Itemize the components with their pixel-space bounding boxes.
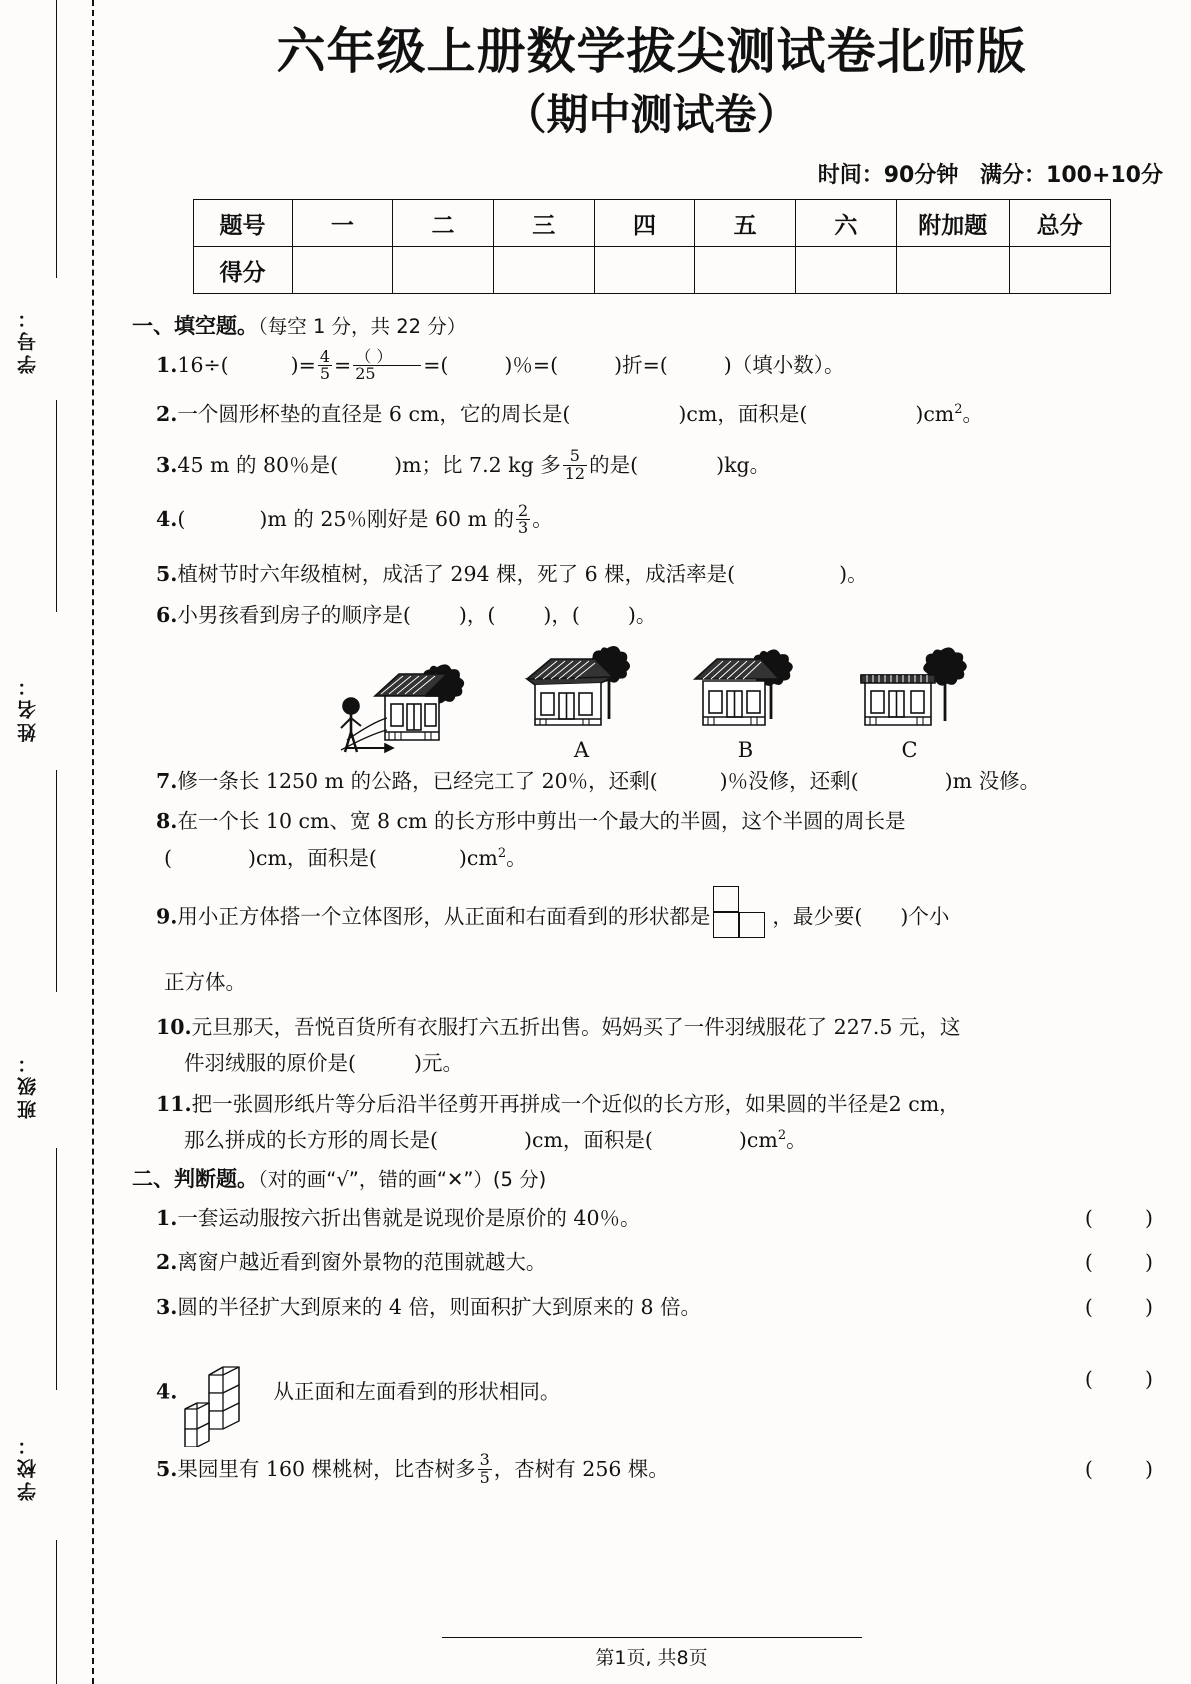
score-table-row-label: 题号 — [193, 200, 292, 247]
judge-2-answer-box[interactable]: ( ) — [1084, 1250, 1154, 1275]
question-8-part1: 在一个长 10 cm、宽 8 cm 的长方形中剪出一个最大的半圆，这个半圆的周长是 — [177, 809, 906, 834]
question-9-part4: 正方体。 — [164, 970, 246, 995]
question-10-part3: )元。 — [414, 1051, 463, 1076]
section-1-note: （每空 1 分，共 22 分） — [258, 315, 467, 339]
judge-5-part1: 果园里有 160 棵桃树，比杏树多 — [177, 1456, 476, 1481]
house-option-b[interactable] — [685, 639, 807, 761]
judge-question-5 — [132, 1451, 1167, 1488]
judge-3-text — [156, 1289, 1071, 1325]
superscript-2: 2 — [954, 402, 963, 418]
score-cell-1[interactable] — [292, 247, 393, 294]
judge-2-body: 离窗户越近看到窗外景物的范围就越大。 — [177, 1250, 547, 1275]
question-6-part1: 小男孩看到房子的顺序是( — [177, 602, 411, 627]
question-5-part2: )。 — [839, 562, 868, 587]
score-cell-5[interactable] — [695, 247, 796, 294]
score-table — [193, 199, 1111, 294]
judge-3-answer-box[interactable]: ( ) — [1084, 1294, 1154, 1319]
question-2-part3: )cm — [915, 402, 955, 427]
question-6-part4: )。 — [627, 602, 657, 627]
table-row-header — [193, 200, 1110, 247]
question-1-part4: )％=( — [504, 353, 559, 378]
table-row-scores — [193, 247, 1110, 294]
margin-rule-segment — [56, 1540, 57, 1684]
judge-question-1 — [132, 1200, 1167, 1236]
score-table-col-1: 一 — [292, 200, 393, 247]
question-11-part5: 。 — [786, 1128, 807, 1153]
question-8-part2: ( — [164, 845, 172, 870]
fraction-4-5 — [318, 346, 332, 384]
question-6 — [132, 597, 1167, 633]
judge-3-number: 3. — [156, 1294, 178, 1319]
fraction-2-3 — [516, 500, 530, 538]
judge-question-3 — [132, 1289, 1167, 1325]
score-cell-3[interactable] — [493, 247, 594, 294]
fraction-numerator-blank[interactable]: （ ） — [355, 346, 393, 366]
side-label-school: 学校： — [17, 1432, 39, 1502]
question-3-part3: 的是( — [589, 452, 639, 477]
margin-rule-segment — [56, 0, 57, 278]
question-1-part1: 16÷( — [177, 353, 229, 378]
house-viewpoint-illustration — [132, 639, 1167, 761]
judge-4-text — [156, 1361, 1071, 1424]
question-4-part1: ( — [177, 507, 186, 532]
question-1-part6: )（填小数）。 — [723, 353, 845, 378]
fraction-blank-25 — [353, 346, 421, 384]
question-5 — [132, 556, 1167, 592]
question-7-part3: )m 没修。 — [944, 768, 1041, 793]
question-10-part1: 元旦那天，吾悦百货所有衣服打六五折出售。妈妈买了一件羽绒服花了 227.5 元，这 — [191, 1014, 961, 1039]
section-1-title: 一、填空题。 — [132, 314, 258, 339]
score-cell-2[interactable] — [393, 247, 494, 294]
section-1-heading — [132, 316, 1167, 337]
question-3-part1: 45 m 的 80％是( — [177, 452, 339, 477]
house-option-a[interactable] — [521, 639, 643, 761]
question-6-part3: )，( — [543, 602, 580, 627]
fraction-3-5 — [478, 1449, 492, 1487]
question-6-part2: )，( — [458, 602, 496, 627]
judge-5-number: 5. — [156, 1456, 178, 1481]
question-3-number: 3. — [156, 452, 178, 477]
fraction-denominator: 5 — [319, 364, 331, 384]
score-table-col-total: 总分 — [1009, 200, 1110, 247]
section-2-title: 二、判断题。 — [132, 1166, 258, 1191]
section-2-note: （对的画“√”，错的画“✕”）(5 分) — [258, 1167, 547, 1191]
question-8-line2 — [156, 840, 1167, 876]
question-4-part3: 。 — [532, 507, 553, 532]
question-7-part2: )％没修，还剩( — [719, 768, 859, 793]
score-cell-4[interactable] — [594, 247, 695, 294]
fraction-denominator: 5 — [479, 1467, 490, 1487]
score-table-col-5: 五 — [695, 200, 796, 247]
section-2-heading — [132, 1166, 1167, 1191]
score-cell-total[interactable] — [1009, 247, 1110, 294]
score-cell-6[interactable] — [796, 247, 897, 294]
score-table-col-3: 三 — [493, 200, 594, 247]
question-8-part5: 。 — [506, 845, 527, 870]
question-2 — [132, 396, 1167, 432]
score-table-col-bonus: 附加题 — [896, 200, 1009, 247]
house-scene-viewer — [329, 654, 479, 761]
judge-2-text — [156, 1244, 1071, 1280]
judge-question-4 — [132, 1361, 1167, 1424]
score-table-row-label-score: 得分 — [193, 247, 292, 294]
question-2-part2: )cm，面积是( — [678, 402, 808, 427]
house-label-b: B — [737, 737, 754, 762]
exam-page — [112, 0, 1191, 1684]
margin-rule-segment — [56, 770, 57, 992]
question-4-part2: )m 的 25％刚好是 60 m 的 — [259, 507, 515, 532]
question-11-part1: 把一张圆形纸片等分后沿半径剪开再拼成一个近似的长方形，如果圆的半径是2 cm， — [191, 1091, 960, 1116]
house-label-a: A — [573, 737, 590, 762]
judge-1-body: 一套运动服按六折出售就是说现价是原价的 40％。 — [177, 1205, 641, 1230]
question-1-part3: =( — [423, 353, 449, 378]
question-3-part4: )kg。 — [716, 452, 771, 477]
house-b-svg — [685, 639, 807, 735]
question-10 — [132, 1009, 1167, 1082]
question-11-part3: )cm，面积是( — [524, 1128, 653, 1153]
exam-content — [112, 294, 1191, 1487]
page-footer: 第1页, 共8页 — [595, 1647, 708, 1669]
fraction-numerator: 3 — [479, 1449, 490, 1469]
house-c-svg — [849, 639, 971, 735]
judge-1-text — [156, 1200, 1071, 1236]
side-label-class: 班级： — [17, 1050, 39, 1120]
judge-5-text — [156, 1451, 1071, 1488]
superscript-2: 2 — [777, 1128, 787, 1144]
question-5-number: 5. — [156, 562, 178, 587]
question-11-part2: 那么拼成的长方形的周长是( — [184, 1128, 438, 1153]
question-11-number: 11. — [156, 1091, 192, 1116]
title-block — [112, 0, 1191, 142]
question-9-number: 9. — [156, 904, 178, 929]
house-a-svg — [521, 639, 643, 735]
side-label-student-number: 学号： — [17, 305, 39, 375]
judge-5-part2: ，杏树有 256 棵。 — [493, 1456, 669, 1481]
cube-stack-figure — [179, 1361, 271, 1458]
margin-rule-segment — [56, 400, 57, 612]
fraction-5-12 — [563, 445, 587, 483]
judge-3-body: 圆的半径扩大到原来的 4 倍，则面积扩大到原来的 8 倍。 — [177, 1294, 702, 1319]
l-shape-square-bottom-left — [713, 912, 739, 938]
judge-4-number: 4. — [156, 1379, 178, 1404]
question-9 — [132, 890, 1167, 1000]
question-8-part3: )cm，面积是( — [248, 845, 377, 870]
score-cell-bonus[interactable] — [896, 247, 1009, 294]
question-2-number: 2. — [156, 402, 178, 427]
question-8-number: 8. — [156, 809, 178, 834]
question-11-line2 — [156, 1122, 1167, 1158]
exam-total-score: 满分：100+10分 — [980, 163, 1163, 189]
fraction-numerator: 5 — [569, 445, 580, 465]
question-7-number: 7. — [156, 768, 178, 793]
judge-4-answer-box[interactable]: ( ) — [1084, 1367, 1154, 1392]
house-option-c[interactable] — [849, 639, 971, 761]
exam-duration: 时间：90分钟 — [817, 163, 959, 189]
judge-1-answer-box[interactable]: ( ) — [1084, 1205, 1154, 1230]
question-9-line2 — [156, 964, 1167, 1000]
question-4-number: 4. — [156, 507, 178, 532]
question-11 — [132, 1086, 1167, 1159]
page-title: 六年级上册数学拔尖测试卷北师版 — [276, 23, 1027, 80]
question-9-part2: ，最少要( — [772, 904, 863, 929]
question-1-part2: )= — [290, 353, 316, 378]
judge-2-number: 2. — [156, 1250, 178, 1275]
l-shape-square-top — [713, 886, 739, 912]
question-4 — [132, 501, 1167, 538]
question-8 — [132, 803, 1167, 876]
fraction-numerator: 2 — [518, 500, 529, 520]
fraction-denominator: 25 — [353, 365, 421, 383]
boy-and-house-svg — [329, 654, 479, 756]
question-2-part4: 。 — [962, 402, 984, 427]
question-3 — [132, 447, 1167, 484]
exam-meta — [112, 158, 1191, 189]
question-9-part3: )个小 — [900, 904, 950, 929]
house-label-c: C — [901, 737, 918, 762]
score-table-col-2: 二 — [393, 200, 494, 247]
question-10-part2: 件羽绒服的原价是( — [184, 1051, 356, 1076]
fraction-denominator: 12 — [564, 463, 586, 483]
question-2-part1: 一个圆形杯垫的直径是 6 cm，它的周长是( — [177, 402, 571, 427]
side-label-name: 姓名： — [17, 673, 39, 743]
judge-5-answer-box[interactable]: ( ) — [1084, 1456, 1154, 1481]
footer-divider — [442, 1637, 862, 1638]
question-11-part4: )cm — [738, 1128, 778, 1153]
margin-rule-segment — [56, 1148, 57, 1390]
left-binding-margin — [0, 0, 112, 1684]
judge-4-body: 从正面和左面看到的形状相同。 — [273, 1379, 561, 1404]
judge-1-number: 1. — [156, 1205, 178, 1230]
question-10-line2 — [156, 1045, 1167, 1081]
l-shape-square-bottom-right — [739, 912, 765, 938]
fraction-denominator: 3 — [518, 518, 529, 538]
question-6-number: 6. — [156, 602, 178, 627]
question-7 — [132, 763, 1167, 799]
question-10-number: 10. — [156, 1014, 192, 1039]
fraction-numerator: 4 — [319, 346, 331, 366]
judge-question-2 — [132, 1244, 1167, 1280]
superscript-2: 2 — [497, 845, 507, 861]
question-1-number: 1. — [156, 353, 178, 378]
question-7-part1: 修一条长 1250 m 的公路，已经完工了 20％，还剩( — [177, 768, 658, 793]
question-8-part4: )cm — [458, 845, 498, 870]
question-3-part2: )m；比 7.2 kg 多 — [394, 452, 561, 477]
score-table-col-4: 四 — [594, 200, 695, 247]
l-shape-view-diagram — [713, 886, 769, 942]
question-5-part1: 植树节时六年级植树，成活了 294 棵，死了 6 棵，成活率是( — [177, 562, 736, 587]
page-subtitle: （期中测试卷） — [504, 89, 799, 139]
question-9-part1: 用小正方体搭一个立体图形，从正面和右面看到的形状都是 — [177, 904, 711, 929]
cube-stack-svg — [179, 1361, 271, 1447]
question-1: 1.16÷( )= $\frac{4}{5}$ = $\frac{( )}{25}$ =( )％=( )折=( )（填小数）。 — [156, 346, 845, 384]
score-table-col-6: 六 — [796, 200, 897, 247]
question-1-part5: )折=( — [614, 353, 668, 378]
